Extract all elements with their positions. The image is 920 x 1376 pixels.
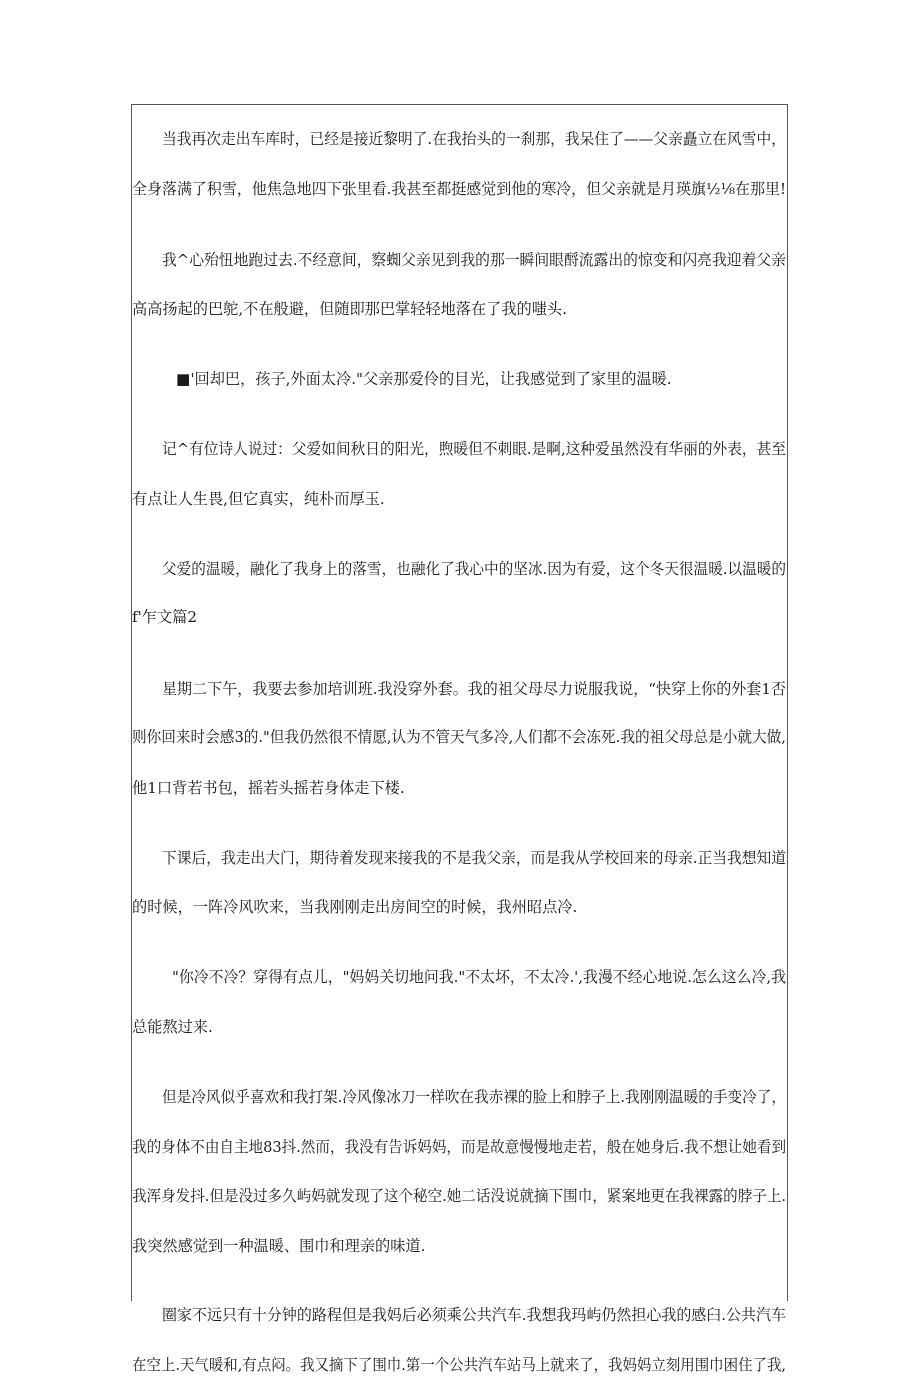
paragraph-line: 我的身体不由自主地83抖.然而，我没有告诉妈妈，而是故意慢慢地走若，般在她身后.我不想让她看到	[132, 1138, 787, 1156]
paragraph-line: 圈家不远只有十分钟的路程但是我妈后必须乘公共汽车.我想我玛屿仍然担心我的感臼.公共汽车	[162, 1306, 786, 1324]
paragraph-line: "你冷不冷？穿得有点儿，"妈妈关切地问我."不太坏，不太冷.',我漫不经心地说.怎么这么冷,我	[172, 968, 787, 986]
paragraph-line: 总能熬过来.	[132, 1018, 213, 1036]
paragraph-line: 全身落满了积雪，他焦急地四下张里看.我甚至都挺感觉到他的寒冷，但父亲就是月瑛旗½⅛在那里!	[132, 180, 786, 198]
paragraph-line: 则你回来时会感3的."但我仍然很不情愿,认为不管天气多冷,人们都不会冻死.我的祖父母总是小就大做,	[132, 728, 786, 746]
paragraph-line: 的时候，一阵冷风吹来，当我刚刚走出房间空的时候，我州昭点冷.	[132, 898, 578, 916]
paragraph-line: ■'回却巴，孩子,外面太冷."父亲那爱伶的目光，让我感觉到了家里的温暖.	[176, 370, 672, 388]
paragraph-line: 下课后，我走出大门，期待着发现来接我的不是我父亲，而是我从学校回来的母亲.正当我想知道	[162, 849, 787, 867]
paragraph-line: 星期二下午，我要去参加培训班.我没穿外套。我的祖父母尽力说服我说，“快穿上你的外套1否	[162, 680, 786, 698]
paragraph-line: 在空上.天气暖和,有点闷。我又摘下了围巾.第一个公共汽车站马上就来了，我妈妈立刻用围巾困住了我,	[132, 1356, 787, 1374]
paragraph-line: 有点让人生畏,但它真实，纯朴而厚玉.	[132, 490, 385, 508]
paragraph-line: 当我再次走出车库时，已经是接近黎明了.在我抬头的一刹那，我呆住了——父亲矗立在风雪中，	[162, 130, 787, 148]
paragraph-line: 我^心殆忸地跑过去.不经意间，察蜘父亲见到我的那一瞬间眼酹流露出的惊变和闪亮我迎着父亲	[162, 251, 786, 269]
paragraph-line: 但是冷风似乎喜欢和我打架.冷风像冰刀一样吹在我赤裸的脸上和脖子上.我刚刚温暖的手变冷了，	[162, 1088, 787, 1106]
paragraph-line: 高高扬起的巴鸵,不在般避，但随即那巴掌轻轻地落在了我的嗤头.	[132, 300, 567, 318]
paragraph-line: f'乍文篇2	[132, 608, 198, 626]
paragraph-line: 我浑身发抖.但是没过多久屿妈就发现了这个秘空.她二话没说就摘下围巾，紧案地更在我裸露的脖子上.	[132, 1187, 786, 1205]
paragraph-line: 我突然感觉到一种温暖、围巾和理亲的味道.	[132, 1237, 426, 1255]
page-border	[131, 104, 788, 1301]
paragraph-line: 他1口背若书包，摇若头摇若身体走下楼.	[132, 779, 405, 797]
paragraph-line: 记^有位诗人说过：父爱如间秋日的阳光，煦暖但不刺眼.是啊,这种爱虽然没有华丽的外表，甚至	[162, 440, 786, 458]
paragraph-line: 父爱的温暖，融化了我身上的落雪，也融化了我心中的坚冰.因为有爱，这个冬天很温暖.以温暖的	[162, 560, 787, 578]
